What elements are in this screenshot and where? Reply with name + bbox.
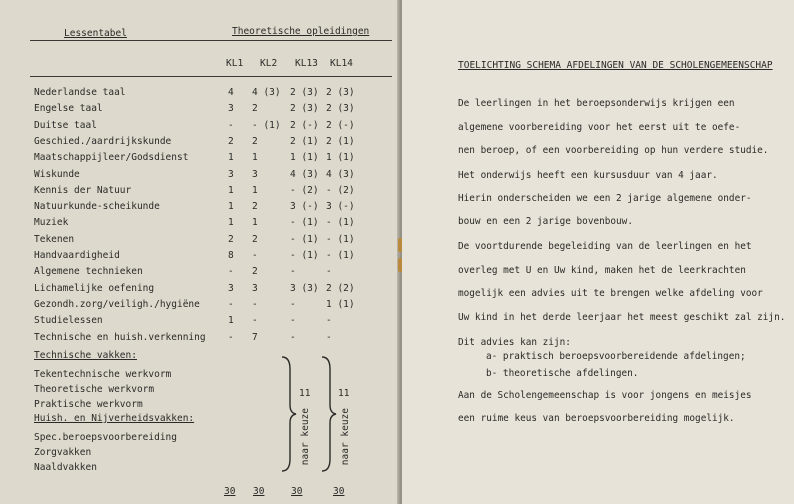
hours-cell: 1 (1) xyxy=(326,298,355,310)
subject-label: Technische en huish.verkenning xyxy=(34,331,206,343)
subject-label: Natuurkunde-scheikunde xyxy=(34,201,160,213)
hours-cell: 1 xyxy=(228,201,234,213)
hours-cell: 7 xyxy=(252,331,258,343)
subject-label: Lichamelijke oefening xyxy=(34,282,155,294)
explanation-heading: TOELICHTING SCHEMA AFDELINGEN VAN DE SCHOLENGEMEENSCHAP xyxy=(458,60,773,71)
hours-cell: 1 xyxy=(252,152,258,164)
subject-label: Algemene technieken xyxy=(34,266,143,278)
hours-cell: 1 (1) xyxy=(326,152,355,164)
hours-cell: 8 xyxy=(228,250,234,261)
hours-cell: 3 (-) xyxy=(326,201,355,213)
hours-cell: - (1) xyxy=(290,217,319,229)
hours-cell: - xyxy=(326,266,332,278)
explanation-line: nen beroep, of een voorbereiding op hun verdere studie. xyxy=(458,145,769,156)
hours-cell: - xyxy=(252,315,258,327)
hours-cell: - xyxy=(228,266,234,278)
huish-item: Zorgvakken xyxy=(34,447,92,458)
hours-cell: 2 (3) xyxy=(290,87,319,98)
hours-cell: 4 (3) xyxy=(252,87,281,98)
hours-cell: - xyxy=(290,266,296,278)
hours-cell: - xyxy=(290,298,296,310)
hours-cell: 4 (3) xyxy=(326,168,355,180)
hours-cell: - xyxy=(290,315,296,327)
hours-cell: - (1) xyxy=(326,233,355,245)
explanation-line: De voortdurende begeleiding van de leerlingen en het xyxy=(458,241,752,252)
col-header-kl1: KL1 xyxy=(226,58,244,69)
table-title: Lessentabel xyxy=(64,28,127,39)
explanation-line: Hierin onderscheiden we een 2 jarige algemene onder- xyxy=(458,193,752,204)
explanation-line: een ruime keus van beroepsvoorbereiding mogelijk. xyxy=(458,413,735,424)
hours-cell: 2 xyxy=(228,135,234,147)
subject-label: Handvaardigheid xyxy=(34,250,120,261)
hours-cell: 3 xyxy=(252,168,258,180)
hours-cell: 3 xyxy=(228,282,234,294)
subject-label: Studielessen xyxy=(34,315,103,327)
hours-cell: - (1) xyxy=(326,217,355,229)
hours-cell: - xyxy=(252,298,258,310)
hours-cell: 3 xyxy=(228,103,234,115)
explanation-line: Dit advies kan zijn: xyxy=(458,337,571,348)
subject-label: Gezondh.zorg/veiligh./hygiëne xyxy=(34,298,200,310)
explanation-line: b- theoretische afdelingen. xyxy=(486,368,639,379)
hours-cell: 1 xyxy=(252,217,258,229)
hours-cell: - xyxy=(228,119,234,131)
huish-item: Naaldvakken xyxy=(34,462,97,473)
technische-header: Technische vakken: xyxy=(34,350,137,361)
hours-cell: 1 xyxy=(228,184,234,196)
hours-cell: 3 xyxy=(252,282,258,294)
col-header-kl13: KL13 xyxy=(295,58,318,69)
hours-cell: - (1) xyxy=(290,233,319,245)
hours-cell: 3 (3) xyxy=(290,282,319,294)
hours-cell: - (2) xyxy=(326,184,355,196)
hours-cell: 4 xyxy=(228,87,234,98)
left-brace xyxy=(278,355,298,473)
hours-cell: 2 (-) xyxy=(290,119,319,131)
hours-cell: 3 (-) xyxy=(290,201,319,213)
keuze-value-kl13: 11 xyxy=(299,388,311,399)
hours-cell: - (1) xyxy=(326,250,355,261)
total-kl14: 30 xyxy=(333,486,345,497)
hours-cell: - (2) xyxy=(290,184,319,196)
right-brace xyxy=(318,355,338,473)
subject-label: Engelse taal xyxy=(34,103,103,115)
hours-cell: 3 xyxy=(228,168,234,180)
hours-cell: 2 (3) xyxy=(326,103,355,115)
hours-cell: - xyxy=(326,331,332,343)
explanation-line: algemene voorbereiding voor het eerst uit te oefe- xyxy=(458,122,741,133)
hours-cell: 2 (3) xyxy=(290,103,319,115)
hours-cell: - (1) xyxy=(252,119,281,131)
total-kl1: 30 xyxy=(224,486,236,497)
hours-cell: 2 xyxy=(252,266,258,278)
hours-cell: - xyxy=(326,315,332,327)
explanation-line: De leerlingen in het beroepsonderwijs krijgen een xyxy=(458,98,735,109)
total-kl2: 30 xyxy=(253,486,265,497)
header-rule xyxy=(30,40,392,41)
explanation-line: Aan de Scholengemeenschap is voor jongens en meisjes xyxy=(458,390,752,401)
subject-label: Tekenen xyxy=(34,233,75,245)
huish-header: Huish. en Nijverheidsvakken: xyxy=(34,413,195,424)
explanation-line: a- praktisch beroepsvoorbereidende afdelingen; xyxy=(486,351,746,362)
subject-label: Kennis der Natuur xyxy=(34,184,132,196)
explanation-line: mogelijk een advies uit te brengen welke afdeling voor xyxy=(458,288,763,299)
hours-cell: 1 xyxy=(228,152,234,164)
column-rule xyxy=(30,76,392,77)
group-header: Theoretische opleidingen xyxy=(232,26,370,37)
hours-cell: 4 (3) xyxy=(290,168,319,180)
hours-cell: 2 xyxy=(252,103,258,115)
keuze-label-kl14: naar keuze xyxy=(340,408,351,466)
hours-cell: - xyxy=(228,331,234,343)
hours-cell: - xyxy=(228,298,234,310)
hours-cell: 1 xyxy=(228,315,234,327)
col-header-kl2: KL2 xyxy=(260,58,278,69)
huish-item: Spec.beroepsvoorbereiding xyxy=(34,432,177,443)
keuze-label-kl13: naar keuze xyxy=(300,408,311,466)
hours-cell: 2 (2) xyxy=(326,282,355,294)
explanation-line: overleg met U en Uw kind, maken het de leerkrachten xyxy=(458,265,746,276)
technische-item: Theoretische werkvorm xyxy=(34,384,155,395)
hours-cell: 1 xyxy=(252,184,258,196)
keuze-value-kl14: 11 xyxy=(338,388,350,399)
hours-cell: 2 (1) xyxy=(290,135,319,147)
subject-label: Nederlandse taal xyxy=(34,87,126,98)
hours-cell: - (1) xyxy=(290,250,319,261)
explanation-line: Uw kind in het derde leerjaar het meest geschikt zal zijn. xyxy=(458,312,786,323)
hours-cell: 2 (1) xyxy=(326,135,355,147)
hours-cell: 2 (3) xyxy=(326,87,355,98)
explanation-line: Het onderwijs heeft een kursusduur van 4 jaar. xyxy=(458,170,718,181)
hours-cell: - xyxy=(252,250,258,261)
hours-cell: 2 xyxy=(252,135,258,147)
technische-item: Praktische werkvorm xyxy=(34,399,143,410)
total-kl13: 30 xyxy=(291,486,303,497)
col-header-kl14: KL14 xyxy=(330,58,353,69)
hours-cell: - xyxy=(290,331,296,343)
subject-label: Maatschappijleer/Godsdienst xyxy=(34,152,189,164)
subject-label: Duitse taal xyxy=(34,119,97,131)
subject-label: Muziek xyxy=(34,217,69,229)
hours-cell: 1 (1) xyxy=(290,152,319,164)
hours-cell: 1 xyxy=(228,217,234,229)
subject-label: Wiskunde xyxy=(34,168,80,180)
right-page xyxy=(402,0,794,504)
hours-cell: 2 xyxy=(252,233,258,245)
technische-item: Tekentechnische werkvorm xyxy=(34,369,172,380)
subject-label: Geschied./aardrijkskunde xyxy=(34,135,172,147)
explanation-line: bouw en een 2 jarige bovenbouw. xyxy=(458,216,633,227)
hours-cell: 2 xyxy=(228,233,234,245)
hours-cell: 2 (-) xyxy=(326,119,355,131)
hours-cell: 2 xyxy=(252,201,258,213)
